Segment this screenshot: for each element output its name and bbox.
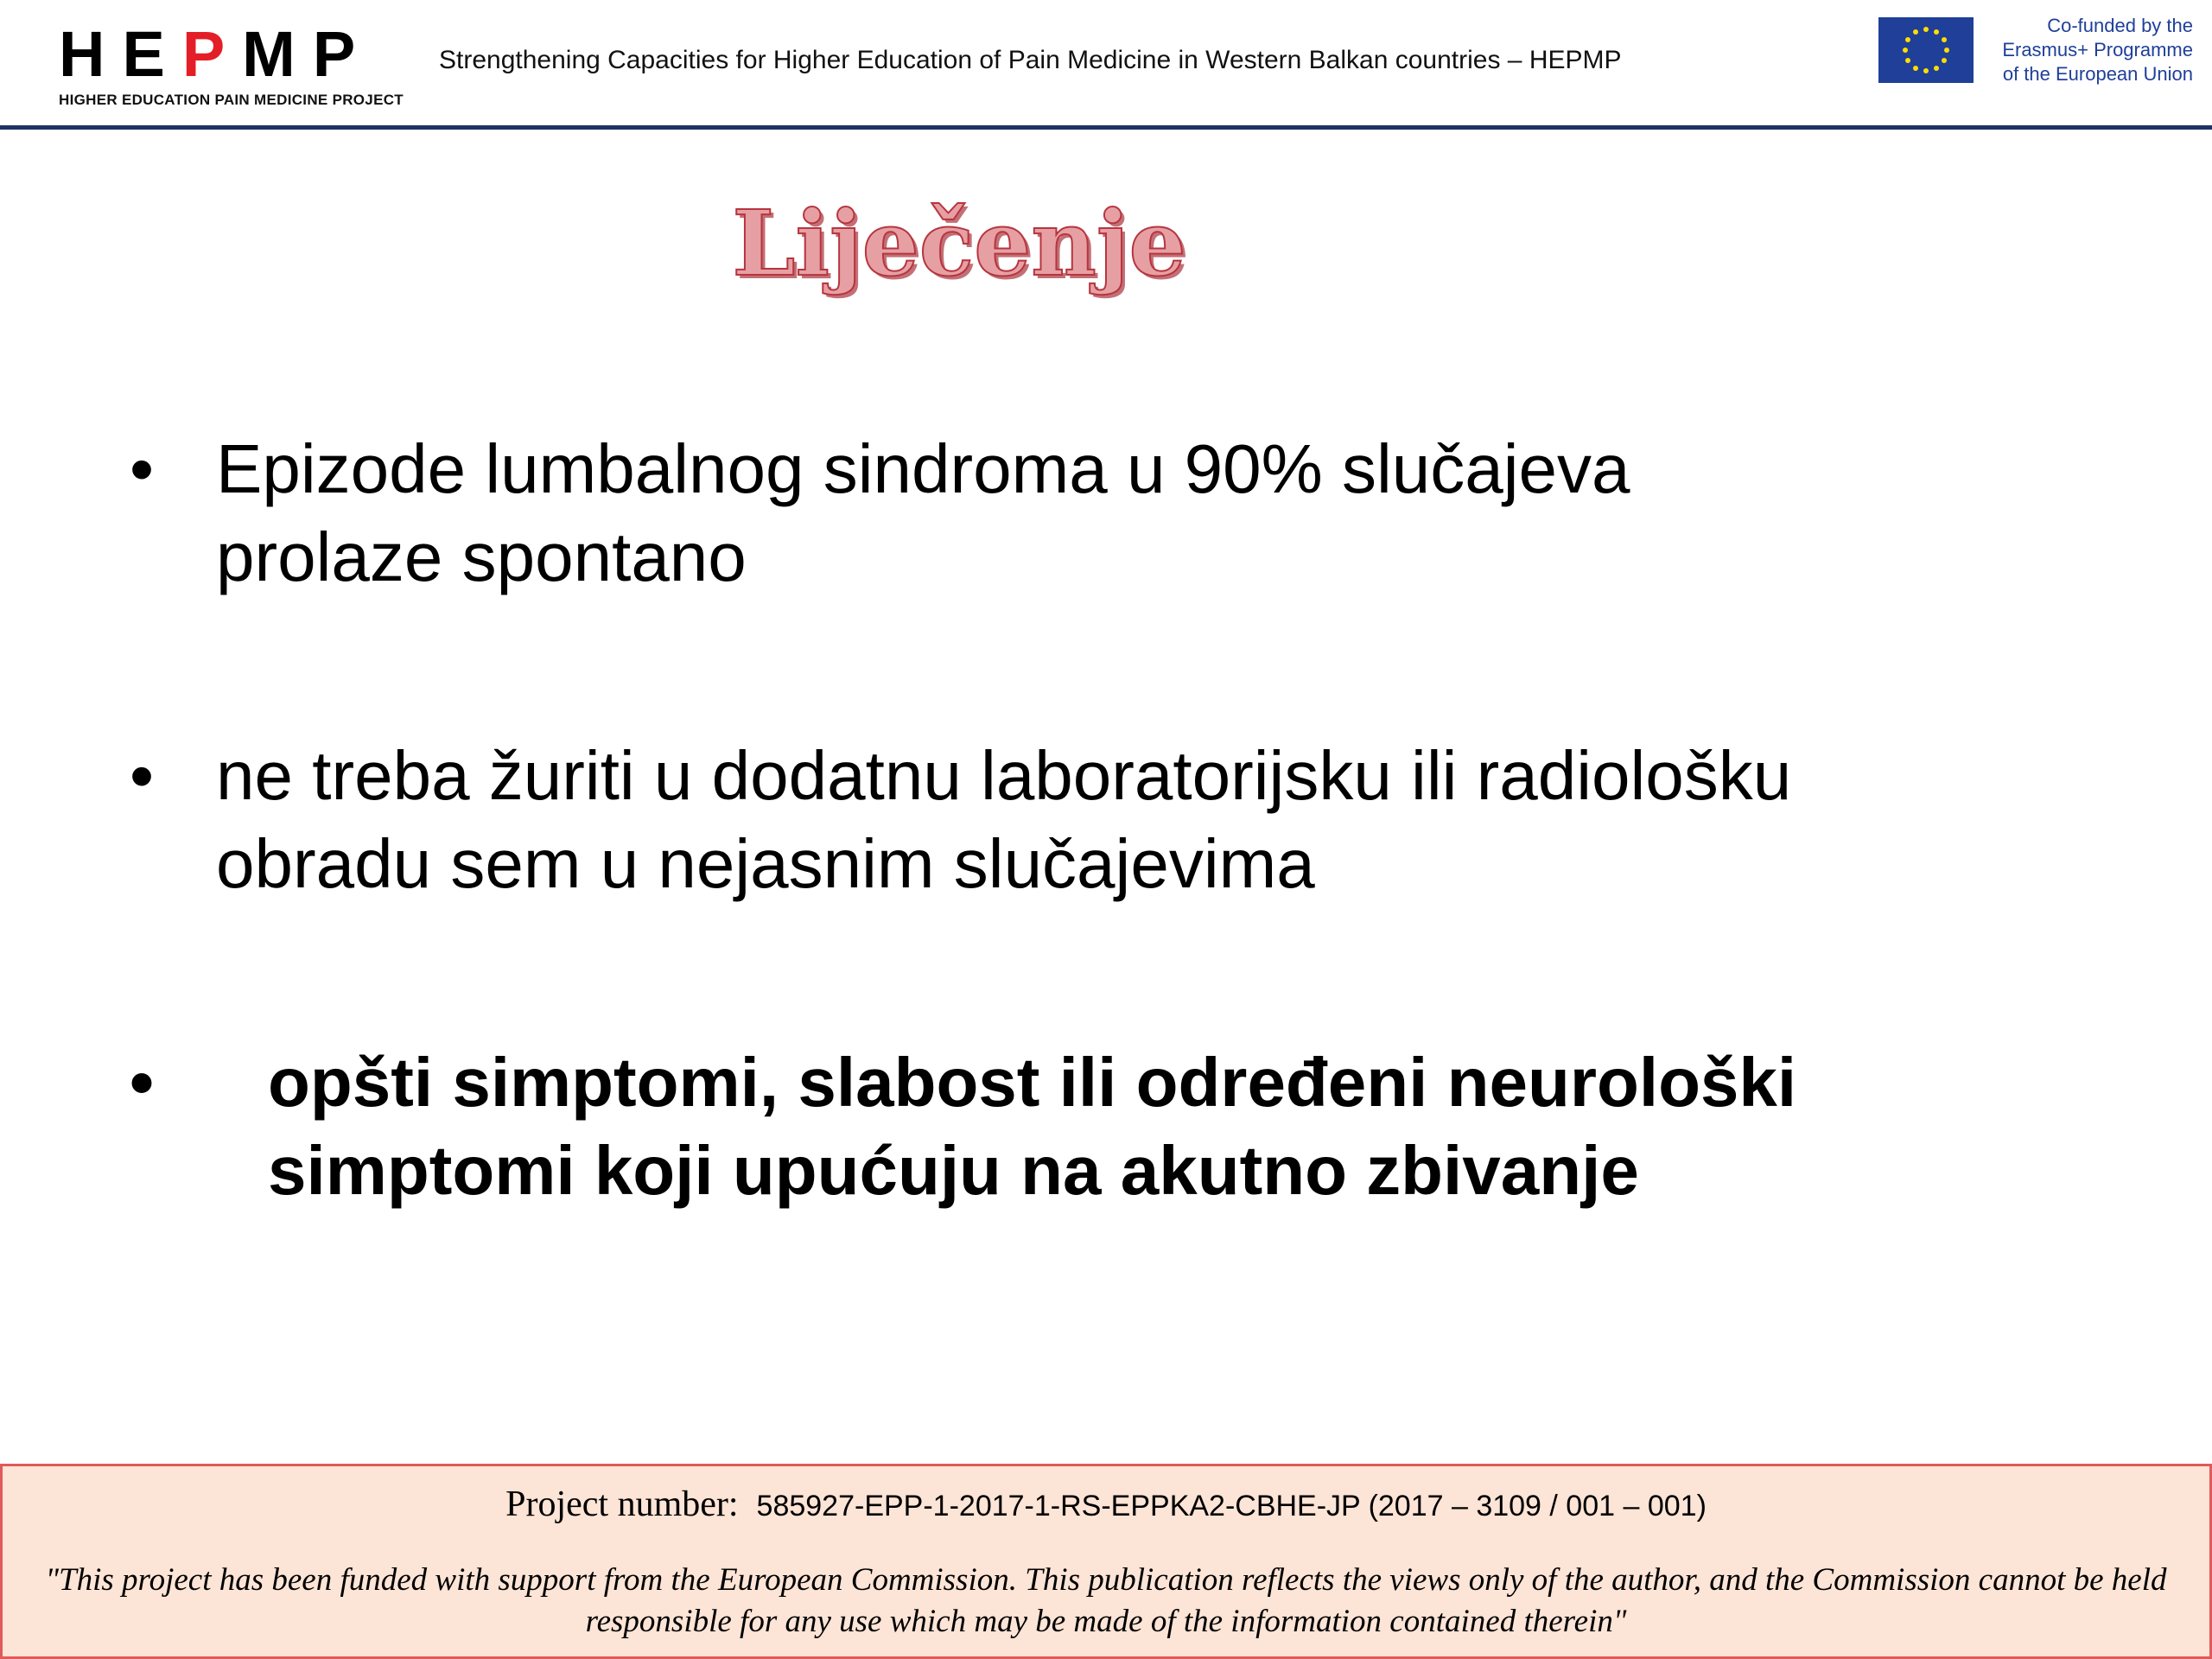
logo-mark: HEPMP: [59, 18, 373, 90]
funding-footer: [0, 1464, 2212, 1659]
eu-line: of the European Union: [2002, 63, 2193, 85]
project-number-line: [3, 1482, 2209, 1529]
eu-line: Co-funded by the: [2047, 15, 2193, 36]
bullet-line: ne treba žuriti u dodatnu laboratorijsku ili radiološku: [216, 737, 1792, 814]
logo-subtitle: HIGHER EDUCATION PAIN MEDICINE PROJECT: [59, 92, 404, 108]
bullet-line: opšti simptomi, slabost ili određeni neurološki: [268, 1044, 1797, 1121]
bullet-item: [130, 732, 2074, 908]
bullet-line: obradu sem u nejasnim slučajevima: [216, 825, 1315, 902]
bullet-line: simptomi koji upućuju na akutno zbivanje: [268, 1132, 1639, 1209]
bullet-item: [130, 1039, 2074, 1215]
bullet-item: [130, 425, 2074, 601]
project-number: 585927-EPP-1-2017-1-RS-EPPKA2-CBHE-JP (2017 – 3109 / 001 – 001): [756, 1490, 1707, 1522]
bullet-marker: •: [130, 737, 155, 814]
eu-line: Erasmus+ Programme: [2002, 39, 2193, 60]
bullet-marker: •: [130, 430, 155, 507]
bullet-marker: •: [130, 1044, 155, 1121]
slide-title: Liječenje: [732, 190, 1186, 296]
project-label: Project number:: [505, 1484, 739, 1524]
bullet-line: prolaze spontano: [216, 518, 747, 595]
header-title: Strengthening Capacities for Higher Education of Pain Medicine in Western Balkan countries – HEPMP: [439, 46, 1622, 74]
bullet-line: Epizode lumbalnog sindroma u 90% slučajeva: [216, 430, 1630, 507]
funding-disclaimer: "This project has been funded with support from the European Commission. This publication reflects the views only of the author, and the Commission cannot be held responsible for any use which may be made of the information contained therein": [45, 1562, 2167, 1639]
